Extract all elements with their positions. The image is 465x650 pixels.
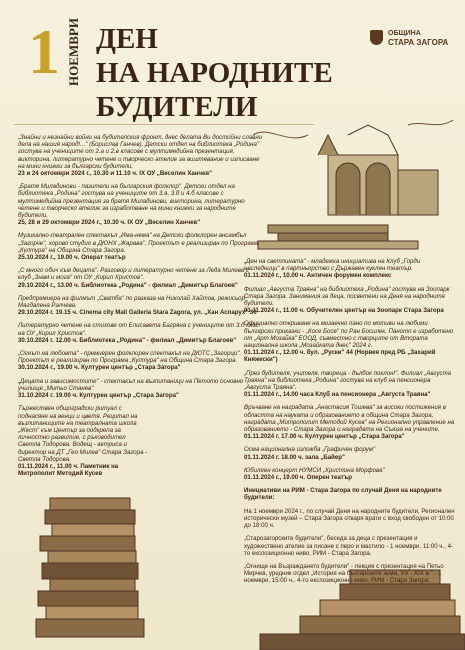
event-item: Юбилеен концерт НУМСИ „Христина Морфова" 01.11.2024 г., 19.00 ч. Оперен театър [244,466,385,482]
event-item: Литературно четене на стихове от Елисавета Багряна с учениците от 3.б клас на ОУ „Кирил Христов". 30.10.2024 г. 12.00 ч. Библиотека „Родина" - филиал „Димитър Благоев" [18,322,259,344]
crest-icon [370,30,383,45]
event-item: „Старозагорските будители", беседа за деца с презентация и художествено ателие за писане с перо и мастило - 1 ноември, 11:00 ч., 4-то експозиционно ниво, РИМ - Стара Загора. [244,535,453,557]
big-number: 1 [28,16,60,87]
month-label: НОЕМВРИ [65,18,81,86]
event-item: Връчване на наградата „Анастасия Тошева" за високи постижения в областта на науката и образованието в община Стара Загора, наградата „Митрополит Методий Кусев" на Регионално управление на образованието - Стара Загора и наградата на Съюза на учените. 01.11.2024 г. 17.00 ч. Културен център „Стара Загора" [244,404,455,441]
books-illustration [30,488,170,648]
event-item: Музикално-театрален спектакъл „Има-нема" на Детски фолклорен ансамбъл „Загорче", хорово студио в ДЮНХ „Жарава". Проектът е реализиран по Програма „Култура" на Община Стара Загора. 25.10.2024 г., 19.00 ч. Операт театър [18,232,259,262]
ruins-illustration [248,115,458,255]
event-item: Официално откриване на мозаечно пано по мотиви на любими български приказки - „Косе Босе" по Ран Босилек. Паното е изработено от „Арт Мозайка" ЕООД, съвместно с творците от Втората национална школа „Мозайката днес" 2024 г. 01.11.2024 г., 12.00 ч. бул. „Руски" 44 (Норвея пред РБ „Захарий Княжески") [244,320,454,364]
event-item: Предпремиера на филмът „Сватба" по разказа на Николай Хайтов, режисьор Магдалена Ралчева. 29.10.2024 г. 19.15 ч. Cinema city Mall Galleria Stara Zagora, ул. „Хан Аспарух" 30 [18,294,257,317]
title-line-1: ДЕН [96,23,158,55]
event-item: Тържествен общоградски ритуал с поднасяне на венци и цветя. Рецитал на възпитаниците на театралната школа „Жест" към Център за подкрепа за личностно развитие, с ръководител Светла Тодорова. Водещ - актриса и директор на ДТ „Гео Милев" Стара Загора - Светла Тодорова. 01.11.2024 г., 11.00 ч. Паметник на Митрополит Методий Кусев [18,405,148,478]
event-item: Осма национална изложба „Графичен форум" 01.11.2024 г. 18.00 ч. зала „Байер" [244,446,376,461]
event-item: „Огнище на Възраждането будители" - лекция с презентация на Петьо Мирчев, уредник отдел „История на българските земи, XV - XIX в." - 1 ноември, 15:00 ч., 4-то експозиционно ниво, РИМ - Стара Загора. [244,562,444,585]
title-line-2: НА НАРОДНИТЕ [96,57,333,89]
title-line-3: БУДИТЕЛИ [96,91,258,123]
event-item: „С много обич към децата". Разговор и литературно четене за Леда Милева с клуб „Знам и мога" от ОУ „Кирил Христов". 29.10.2024 г., 13.00 ч. Библиотека „Родина" - филиал „Димитър Благоев" [18,267,249,289]
event-item: На 1 ноември 2024 г., по случай Деня на народните будители, Регионален исторически музей – Стара Загора отваря врати с вход свободен от 10:00 до 18:00 ч. [244,507,455,530]
event-item: „Знайни и незнайни войни на будителския фронт, днес делата Ви достойни славни дела на нашия народ!..." (Борислав Ганчев). Детски отдел на библиотека „Родина" гостува на учениците от 2.а и 2.в класове с мултимедийна презентация, викторина, литературно четене и творческо ателие за аиштевание и изписване на мини книжки за български будители. 23 и 24 октомври 2024 г., 10.30 и 11.10 ч. IX ОУ „Веселин Ханчев" [18,134,263,178]
municipality-line-2: СТАРА ЗАГОРА [388,38,449,47]
event-item: „Ден на светлината" - младежка инициатива на Клуб „Горди наследници" в партньорство с Държавен куклен театър. 01.11.2024 г., 10.00 ч. Античен форумен комплекс [244,258,421,280]
event-heading: Инициативи на РИМ - Стара Загора по случай Деня на народните будители: [244,487,442,502]
right-events [244,258,456,591]
event-item: „Децата и зависимостите" - спектакъл на възпитаници на Петото основно училище „Митьо Станев" 31.10.2024 г. 19.00 ч. Културен център „Стара Загора" [18,377,244,400]
event-item: „Огнът на любовта" - премиерен фолклорен спектакъл на ДЮТС „Загорци". Проектът е реализиран по Програма „Култура" на Община Стара Загора. 30.10.2024 г., 19.00 ч. Културен център „Стара Загора" [18,350,242,372]
left-events [18,134,263,483]
event-item: Филиал „Августа Траяна" на библиотека „Родина" гостува на Зоопарк Стара Загора. Занимания за деца, посветени на Деня на народните будители. 01.11.2024 г., 11.00 ч. Обучителен център на Зоопарк Стара Загора [244,285,450,315]
event-item: „Братя Миладинови - пазители на българския фолклор". Детски отдел на библиотека „Родина" гостува на учениците от 3.а, 3.б и 4.б класове с мултимедийна презентация за братя Миладинови, викторина, литературно четене и творческо ателие за изработване на мини книжки за народните будители. 25, 28 и 29 октомври 2024 г., 10.30 ч. IX ОУ „Веселин Ханчев" [18,183,245,227]
page-title [96,22,333,124]
municipality-line-1: ОБЩИНА [388,30,421,37]
event-item: „През будителя, учителя, твореца - дълбок поклон!". Филиал „Августа Траяна" на библиотека „Родина" гостува на клуб на пенсионера „Августа Траяна". 01.11.2024 г., 14.00 часа Клуб на пенсионера „Августа Траяна" [244,369,451,399]
